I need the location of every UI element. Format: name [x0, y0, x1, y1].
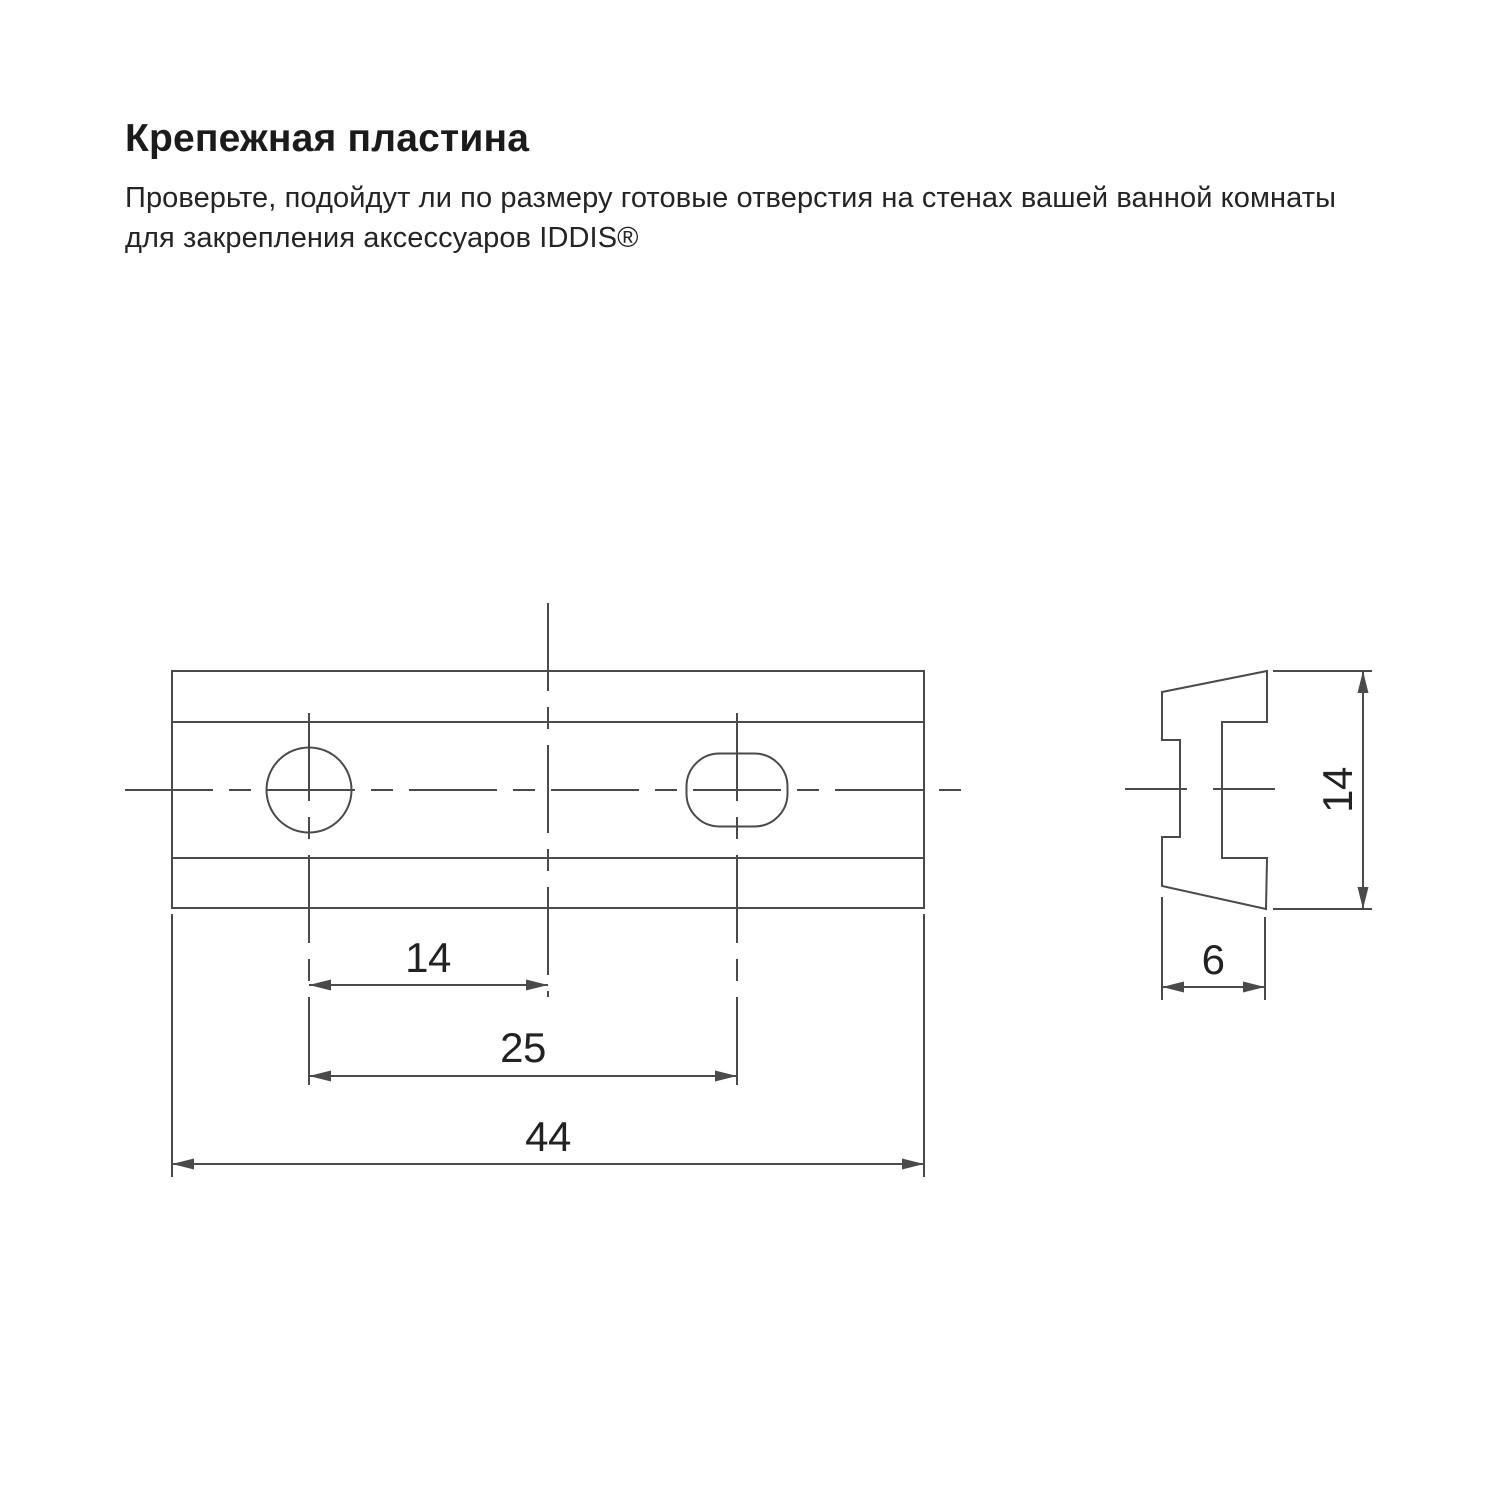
dim-depth [1162, 897, 1265, 1000]
arrowhead-left [172, 1159, 194, 1170]
side-view [1125, 671, 1372, 1000]
dim-label: 25 [500, 1024, 546, 1071]
arrowhead-right [526, 980, 548, 991]
description-line-1: Проверьте, подойдут ли по размеру готовые отверстия на стенах вашей ванной комнаты [125, 182, 1337, 214]
dim-label: 6 [1201, 936, 1225, 983]
dim-label: 14 [405, 934, 451, 981]
arrowhead-right [715, 1071, 737, 1082]
dim-height [1273, 671, 1372, 909]
dim-hole-to-center [309, 934, 548, 991]
arrowhead-left [309, 1071, 331, 1082]
dim-label: 14 [1314, 767, 1361, 813]
front-view [125, 603, 972, 1177]
description-line-2: для закрепления аксессуаров IDDIS® [125, 222, 639, 254]
arrowhead-bottom [1358, 887, 1369, 909]
arrowhead-top [1358, 671, 1369, 693]
arrowhead-left [309, 980, 331, 991]
dim-label: 44 [525, 1113, 571, 1160]
arrowhead-right [1243, 982, 1265, 993]
arrowhead-right [902, 1159, 924, 1170]
arrowhead-left [1162, 982, 1184, 993]
page-title: Крепежная пластина [125, 117, 530, 160]
dim-hole-to-hole [309, 1024, 737, 1082]
dim-total-width [172, 1113, 924, 1170]
